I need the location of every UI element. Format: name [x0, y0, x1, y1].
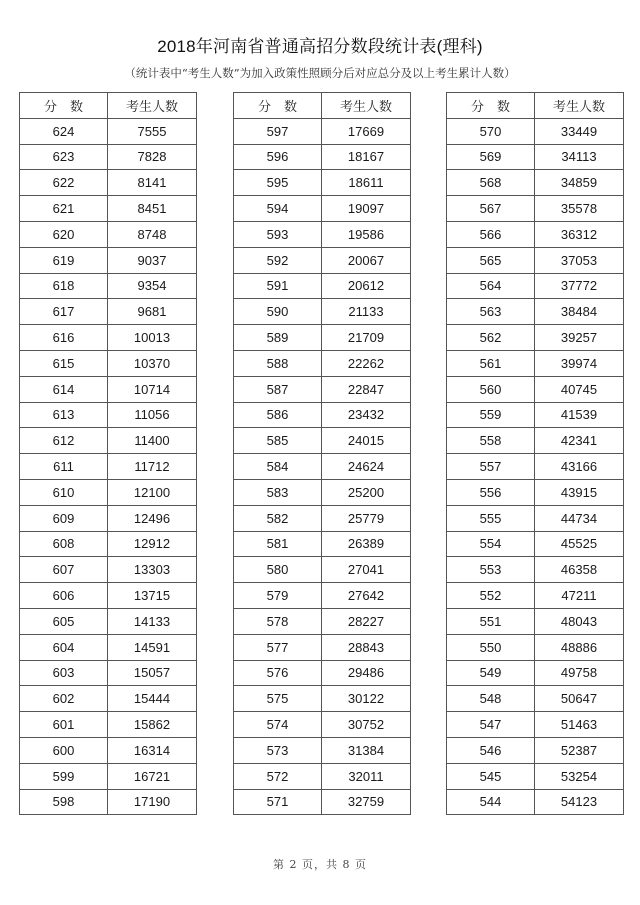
- score-table-2: [233, 92, 411, 815]
- table-row: [234, 118, 411, 144]
- count-cell: 37053: [535, 247, 624, 273]
- score-cell: 599: [20, 763, 108, 789]
- table-header-row: [234, 93, 411, 119]
- count-cell: 22262: [322, 350, 411, 376]
- count-cell: 31384: [322, 737, 411, 763]
- table-row: [234, 686, 411, 712]
- score-cell: 568: [447, 170, 535, 196]
- score-cell: 552: [447, 583, 535, 609]
- count-cell: 19586: [322, 221, 411, 247]
- table-row: [234, 763, 411, 789]
- count-cell: 43915: [535, 479, 624, 505]
- table-row: [20, 221, 197, 247]
- count-cell: 38484: [535, 299, 624, 325]
- count-cell: 44734: [535, 505, 624, 531]
- count-cell: 46358: [535, 557, 624, 583]
- count-cell: 20067: [322, 247, 411, 273]
- count-cell: 42341: [535, 428, 624, 454]
- count-cell: 32759: [322, 789, 411, 815]
- score-cell: 564: [447, 273, 535, 299]
- count-cell: 10013: [108, 325, 197, 351]
- count-cell: 8748: [108, 221, 197, 247]
- count-cell: 49758: [535, 660, 624, 686]
- count-cell: 12100: [108, 479, 197, 505]
- score-cell: 592: [234, 247, 322, 273]
- table-row: [20, 118, 197, 144]
- count-cell: 52387: [535, 737, 624, 763]
- score-cell: 557: [447, 454, 535, 480]
- score-cell: 598: [20, 789, 108, 815]
- score-cell: 616: [20, 325, 108, 351]
- score-cell: 611: [20, 454, 108, 480]
- count-cell: 32011: [322, 763, 411, 789]
- score-cell: 589: [234, 325, 322, 351]
- score-cell: 607: [20, 557, 108, 583]
- score-cell: 591: [234, 273, 322, 299]
- document-subtitle: （统计表中“考生人数”为加入政策性照顾分后对应总分及以上考生累计人数）: [124, 66, 516, 80]
- score-cell: 603: [20, 660, 108, 686]
- table-row: [20, 402, 197, 428]
- score-cell: 559: [447, 402, 535, 428]
- table-row: [447, 196, 624, 222]
- count-cell: 33449: [535, 118, 624, 144]
- score-cell: 549: [447, 660, 535, 686]
- table-row: [447, 737, 624, 763]
- table-row: [447, 118, 624, 144]
- table-row: [20, 196, 197, 222]
- count-cell: 25779: [322, 505, 411, 531]
- table-row: [20, 299, 197, 325]
- score-cell: 588: [234, 350, 322, 376]
- score-cell: 615: [20, 350, 108, 376]
- score-cell: 614: [20, 376, 108, 402]
- score-cell: 569: [447, 144, 535, 170]
- count-cell: 15057: [108, 660, 197, 686]
- count-cell: 43166: [535, 454, 624, 480]
- table-row: [234, 557, 411, 583]
- score-cell: 573: [234, 737, 322, 763]
- count-cell: 16721: [108, 763, 197, 789]
- table-row: [447, 583, 624, 609]
- header-score: 分 数: [234, 93, 322, 119]
- score-cell: 563: [447, 299, 535, 325]
- score-cell: 548: [447, 686, 535, 712]
- count-cell: 24015: [322, 428, 411, 454]
- count-cell: 10370: [108, 350, 197, 376]
- score-cell: 596: [234, 144, 322, 170]
- count-cell: 24624: [322, 454, 411, 480]
- score-cell: 575: [234, 686, 322, 712]
- count-cell: 9037: [108, 247, 197, 273]
- count-cell: 50647: [535, 686, 624, 712]
- table-row: [20, 479, 197, 505]
- score-cell: 585: [234, 428, 322, 454]
- count-cell: 34113: [535, 144, 624, 170]
- table-row: [234, 221, 411, 247]
- table-row: [20, 350, 197, 376]
- table-row: [20, 608, 197, 634]
- table-row: [234, 402, 411, 428]
- score-cell: 594: [234, 196, 322, 222]
- count-cell: 12496: [108, 505, 197, 531]
- score-cell: 581: [234, 531, 322, 557]
- table-row: [447, 557, 624, 583]
- score-cell: 576: [234, 660, 322, 686]
- count-cell: 39974: [535, 350, 624, 376]
- page-footer: 第 2 页，共 8 页: [273, 858, 367, 871]
- count-cell: 11400: [108, 428, 197, 454]
- count-cell: 37772: [535, 273, 624, 299]
- score-cell: 562: [447, 325, 535, 351]
- table-row: [20, 144, 197, 170]
- table-row: [234, 428, 411, 454]
- header-score: 分 数: [447, 93, 535, 119]
- count-cell: 11712: [108, 454, 197, 480]
- count-cell: 18167: [322, 144, 411, 170]
- score-cell: 547: [447, 712, 535, 738]
- table-row: [234, 660, 411, 686]
- table-row: [20, 531, 197, 557]
- count-cell: 10714: [108, 376, 197, 402]
- score-table-1: [19, 92, 197, 815]
- table-row: [234, 505, 411, 531]
- table-row: [447, 454, 624, 480]
- table-row: [447, 299, 624, 325]
- table-row: [447, 686, 624, 712]
- table-row: [234, 325, 411, 351]
- count-cell: 9354: [108, 273, 197, 299]
- score-cell: 624: [20, 118, 108, 144]
- table-row: [20, 325, 197, 351]
- table-row: [20, 763, 197, 789]
- count-cell: 28843: [322, 634, 411, 660]
- score-cell: 578: [234, 608, 322, 634]
- count-cell: 13303: [108, 557, 197, 583]
- score-cell: 546: [447, 737, 535, 763]
- table-row: [447, 660, 624, 686]
- count-cell: 36312: [535, 221, 624, 247]
- header-count: 考生人数: [535, 93, 624, 119]
- table-row: [234, 247, 411, 273]
- table-row: [447, 170, 624, 196]
- score-cell: 620: [20, 221, 108, 247]
- table-row: [447, 763, 624, 789]
- table-row: [447, 247, 624, 273]
- table-row: [234, 376, 411, 402]
- score-cell: 613: [20, 402, 108, 428]
- table-row: [447, 144, 624, 170]
- count-cell: 7828: [108, 144, 197, 170]
- count-cell: 8141: [108, 170, 197, 196]
- table-row: [20, 273, 197, 299]
- score-cell: 593: [234, 221, 322, 247]
- count-cell: 25200: [322, 479, 411, 505]
- table-row: [234, 583, 411, 609]
- score-cell: 545: [447, 763, 535, 789]
- table-body: [20, 118, 197, 815]
- table-row: [234, 531, 411, 557]
- score-cell: 601: [20, 712, 108, 738]
- table-row: [447, 350, 624, 376]
- count-cell: 9681: [108, 299, 197, 325]
- score-cell: 608: [20, 531, 108, 557]
- count-cell: 47211: [535, 583, 624, 609]
- score-cell: 571: [234, 789, 322, 815]
- count-cell: 23432: [322, 402, 411, 428]
- table-row: [20, 712, 197, 738]
- table-row: [447, 789, 624, 815]
- count-cell: 21709: [322, 325, 411, 351]
- score-cell: 554: [447, 531, 535, 557]
- table-row: [447, 325, 624, 351]
- table-row: [234, 273, 411, 299]
- score-cell: 609: [20, 505, 108, 531]
- header-count: 考生人数: [322, 93, 411, 119]
- score-cell: 544: [447, 789, 535, 815]
- score-cell: 610: [20, 479, 108, 505]
- score-cell: 600: [20, 737, 108, 763]
- header-count: 考生人数: [108, 93, 197, 119]
- table-row: [447, 376, 624, 402]
- score-cell: 553: [447, 557, 535, 583]
- table-header-row: [20, 93, 197, 119]
- count-cell: 8451: [108, 196, 197, 222]
- score-cell: 579: [234, 583, 322, 609]
- count-cell: 53254: [535, 763, 624, 789]
- table-row: [234, 144, 411, 170]
- table-row: [20, 247, 197, 273]
- table-row: [20, 737, 197, 763]
- score-cell: 586: [234, 402, 322, 428]
- count-cell: 27642: [322, 583, 411, 609]
- score-cell: 590: [234, 299, 322, 325]
- table-row: [447, 634, 624, 660]
- table-row: [234, 196, 411, 222]
- table-row: [20, 454, 197, 480]
- table-row: [20, 660, 197, 686]
- table-row: [234, 634, 411, 660]
- score-cell: 577: [234, 634, 322, 660]
- score-cell: 623: [20, 144, 108, 170]
- count-cell: 48043: [535, 608, 624, 634]
- count-cell: 15862: [108, 712, 197, 738]
- score-cell: 622: [20, 170, 108, 196]
- table-row: [447, 608, 624, 634]
- table-row: [234, 299, 411, 325]
- score-cell: 565: [447, 247, 535, 273]
- score-cell: 583: [234, 479, 322, 505]
- score-cell: 582: [234, 505, 322, 531]
- table-row: [20, 505, 197, 531]
- score-cell: 617: [20, 299, 108, 325]
- count-cell: 28227: [322, 608, 411, 634]
- count-cell: 21133: [322, 299, 411, 325]
- count-cell: 54123: [535, 789, 624, 815]
- table-body: [234, 118, 411, 815]
- score-cell: 621: [20, 196, 108, 222]
- count-cell: 18611: [322, 170, 411, 196]
- count-cell: 17190: [108, 789, 197, 815]
- table-row: [447, 712, 624, 738]
- score-cell: 602: [20, 686, 108, 712]
- count-cell: 13715: [108, 583, 197, 609]
- count-cell: 27041: [322, 557, 411, 583]
- header-score: 分 数: [20, 93, 108, 119]
- count-cell: 12912: [108, 531, 197, 557]
- table-row: [234, 789, 411, 815]
- count-cell: 11056: [108, 402, 197, 428]
- table-row: [20, 170, 197, 196]
- count-cell: 7555: [108, 118, 197, 144]
- count-cell: 35578: [535, 196, 624, 222]
- count-cell: 19097: [322, 196, 411, 222]
- table-row: [234, 479, 411, 505]
- score-cell: 558: [447, 428, 535, 454]
- count-cell: 51463: [535, 712, 624, 738]
- count-cell: 40745: [535, 376, 624, 402]
- score-cell: 555: [447, 505, 535, 531]
- count-cell: 29486: [322, 660, 411, 686]
- table-row: [234, 712, 411, 738]
- count-cell: 20612: [322, 273, 411, 299]
- table-row: [20, 557, 197, 583]
- table-row: [447, 479, 624, 505]
- document-title: 2018年河南省普通高招分数段统计表(理科): [157, 37, 483, 56]
- table-row: [447, 402, 624, 428]
- score-cell: 604: [20, 634, 108, 660]
- table-row: [447, 273, 624, 299]
- score-cell: 570: [447, 118, 535, 144]
- score-cell: 560: [447, 376, 535, 402]
- score-cell: 619: [20, 247, 108, 273]
- table-row: [20, 634, 197, 660]
- table-row: [234, 454, 411, 480]
- table-row: [447, 531, 624, 557]
- table-row: [20, 686, 197, 712]
- score-cell: 574: [234, 712, 322, 738]
- table-body: [447, 118, 624, 815]
- table-row: [20, 583, 197, 609]
- score-cell: 618: [20, 273, 108, 299]
- score-cell: 556: [447, 479, 535, 505]
- count-cell: 14133: [108, 608, 197, 634]
- score-cell: 580: [234, 557, 322, 583]
- table-row: [234, 737, 411, 763]
- score-cell: 550: [447, 634, 535, 660]
- table-row: [447, 428, 624, 454]
- score-table-3: [446, 92, 624, 815]
- count-cell: 45525: [535, 531, 624, 557]
- count-cell: 41539: [535, 402, 624, 428]
- count-cell: 34859: [535, 170, 624, 196]
- score-cell: 606: [20, 583, 108, 609]
- count-cell: 48886: [535, 634, 624, 660]
- table-row: [447, 505, 624, 531]
- count-cell: 30122: [322, 686, 411, 712]
- count-cell: 26389: [322, 531, 411, 557]
- score-cell: 561: [447, 350, 535, 376]
- score-cell: 551: [447, 608, 535, 634]
- score-cell: 572: [234, 763, 322, 789]
- count-cell: 14591: [108, 634, 197, 660]
- score-cell: 566: [447, 221, 535, 247]
- table-row: [20, 789, 197, 815]
- count-cell: 30752: [322, 712, 411, 738]
- table-row: [20, 376, 197, 402]
- table-header-row: [447, 93, 624, 119]
- count-cell: 16314: [108, 737, 197, 763]
- count-cell: 39257: [535, 325, 624, 351]
- score-cell: 584: [234, 454, 322, 480]
- table-row: [447, 221, 624, 247]
- table-row: [234, 170, 411, 196]
- table-row: [234, 350, 411, 376]
- score-cell: 567: [447, 196, 535, 222]
- table-row: [20, 428, 197, 454]
- score-cell: 597: [234, 118, 322, 144]
- score-cell: 587: [234, 376, 322, 402]
- count-cell: 15444: [108, 686, 197, 712]
- score-cell: 612: [20, 428, 108, 454]
- score-cell: 595: [234, 170, 322, 196]
- table-row: [234, 608, 411, 634]
- count-cell: 22847: [322, 376, 411, 402]
- score-cell: 605: [20, 608, 108, 634]
- count-cell: 17669: [322, 118, 411, 144]
